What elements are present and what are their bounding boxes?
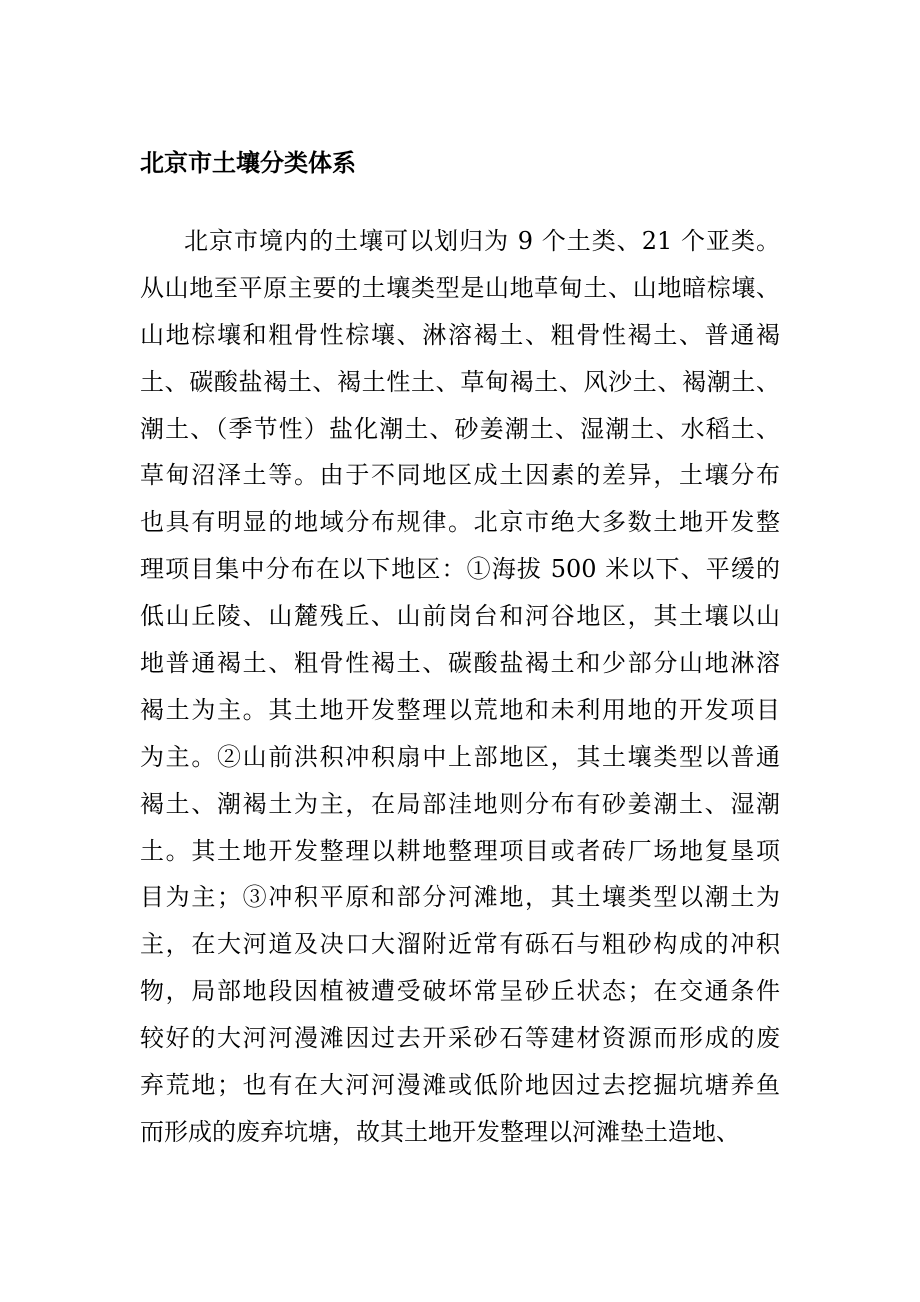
paragraph-line: 土。其土地开发整理以耕地整理项目或者砖厂场地复垦项 — [140, 836, 780, 865]
paragraph-line: 而形成的废弃坑塘，故其土地开发整理以河滩垫土造地、 — [140, 1117, 740, 1146]
paragraph-line: 山地棕壤和粗骨性棕壤、淋溶褐土、粗骨性褐土、普通褐 — [140, 320, 780, 349]
paragraph-line: 较好的大河河漫滩因过去开采砂石等建材资源而形成的废 — [140, 1024, 780, 1053]
body-paragraph — [140, 218, 780, 1156]
paragraph-line: 目为主；③冲积平原和部分河滩地，其土壤类型以潮土为 — [140, 883, 780, 912]
paragraph-line: 物，局部地段因植被遭受破坏常呈砂丘状态；在交通条件 — [140, 977, 780, 1006]
paragraph-line: 褐土为主。其土地开发整理以荒地和未利用地的开发项目 — [140, 695, 780, 724]
paragraph-line: 主，在大河道及决口大溜附近常有砾石与粗砂构成的冲积 — [140, 930, 780, 959]
paragraph-line: 也具有明显的地域分布规律。北京市绝大多数土地开发整 — [140, 508, 780, 537]
paragraph-line: 褐土、潮褐土为主，在局部洼地则分布有砂姜潮土、湿潮 — [140, 789, 780, 818]
paragraph-line: 从山地至平原主要的土壤类型是山地草甸土、山地暗棕壤、 — [140, 273, 780, 302]
paragraph-line: 潮土、（季节性）盐化潮土、砂姜潮土、湿潮土、水稻土、 — [140, 414, 780, 443]
document-title: 北京市土壤分类体系 — [140, 149, 356, 177]
paragraph-line: 北京市境内的土壤可以划归为 9 个土类、21 个亚类。 — [184, 227, 780, 255]
paragraph-line: 为主。②山前洪积冲积扇中上部地区，其土壤类型以普通 — [140, 742, 780, 771]
paragraph-line: 土、碳酸盐褐土、褐土性土、草甸褐土、风沙土、褐潮土、 — [140, 367, 780, 396]
paragraph-line: 弃荒地；也有在大河河漫滩或低阶地因过去挖掘坑塘养鱼 — [140, 1071, 780, 1100]
paragraph-line: 低山丘陵、山麓残丘、山前岗台和河谷地区，其土壤以山 — [140, 602, 780, 631]
paragraph-line: 地普通褐土、粗骨性褐土、碳酸盐褐土和少部分山地淋溶 — [140, 649, 780, 678]
paragraph-line: 理项目集中分布在以下地区：①海拔 500 米以下、平缓的 — [140, 555, 780, 584]
paragraph-line: 草甸沼泽土等。由于不同地区成土因素的差异，土壤分布 — [140, 461, 780, 490]
